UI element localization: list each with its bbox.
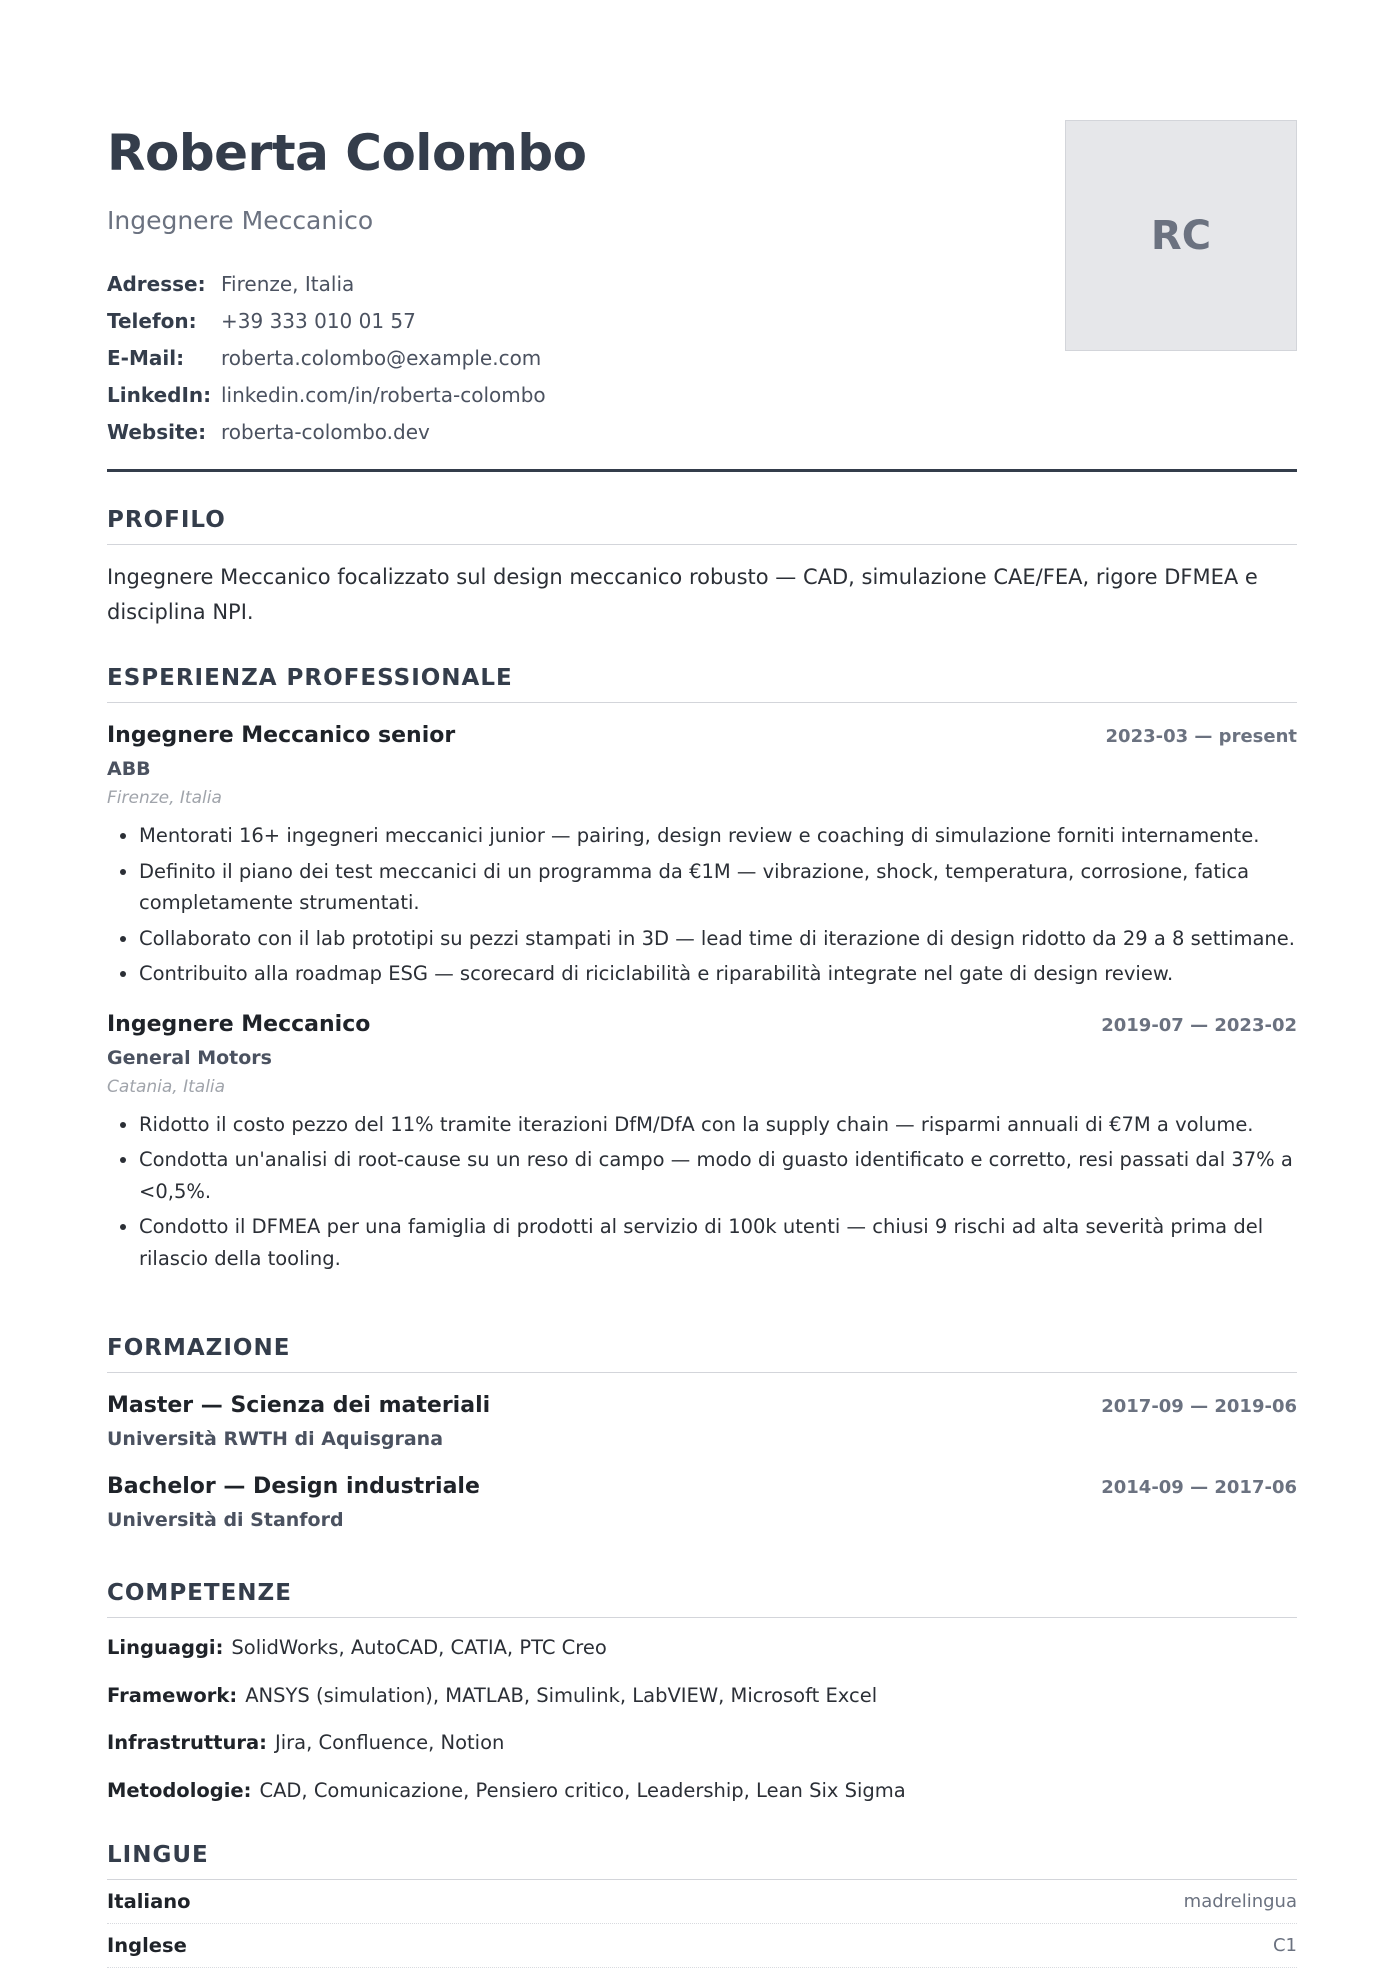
contact-phone — [107, 303, 546, 340]
avatar-placeholder — [1065, 120, 1297, 351]
contact-label: E-Mail: — [107, 345, 185, 370]
job-dates: 2019-07 — 2023-02 — [1101, 1014, 1297, 1036]
profile-text: Ingegnere Meccanico focalizzato sul design meccanico robusto — CAD, simulazione CAE/FEA, rigore DFMEA e disciplina NPI. — [107, 565, 1258, 624]
education-school: Università di Stanford — [107, 1509, 344, 1531]
language-level: C1 — [1272, 1935, 1297, 1956]
job-bullet: • Ridotto il costo pezzo del 11% tramite iterazioni DfM/DfA con la supply chain — risparmi annuali di €7M a volume. — [139, 1109, 1297, 1141]
candidate-title: Ingegnere Meccanico — [107, 206, 374, 235]
language-level: madrelingua — [1183, 1891, 1297, 1912]
profile-section — [107, 509, 1297, 630]
education-section — [107, 1337, 1297, 1531]
skill-label: Framework: — [107, 1683, 238, 1707]
contact-email — [107, 340, 546, 377]
skill-label: Metodologie: — [107, 1778, 252, 1802]
job-header — [107, 723, 1297, 748]
contact-label: LinkedIn: — [107, 382, 212, 407]
job-company: ABB — [107, 758, 151, 780]
skill-value: Jira, Confluence, Notion — [274, 1731, 505, 1754]
contact-value: roberta.colombo@example.com — [221, 345, 542, 370]
job-bullet: • Condotto il DFMEA per una famiglia di prodotti al servizio di 100k utenti — chiusi 9 rischi ad alta severità prima del rilascio della tooling. — [139, 1211, 1297, 1274]
contact-value: +39 333 010 01 57 — [221, 309, 416, 334]
resume-header — [107, 0, 1297, 472]
skill-label: Linguaggi: — [107, 1636, 224, 1659]
job-dates: 2023-03 — present — [1105, 726, 1297, 747]
skill-value: ANSYS (simulation), MATLAB, Simulink, LabVIEW, Microsoft Excel — [245, 1683, 878, 1707]
skills-section — [107, 1582, 1297, 1826]
job-bullet: • Mentorati 16+ ingegneri meccanici junior — pairing, design review e coaching di simulazione forniti internamente. — [139, 820, 1297, 852]
skill-label: Infrastruttura: — [107, 1731, 267, 1754]
job-bullets — [107, 820, 1297, 990]
education-degree: Master — Scienza dei materiali — [107, 1393, 491, 1418]
language-name: Italiano — [107, 1890, 191, 1913]
education-school: Università RWTH di Aquisgrana — [107, 1428, 444, 1450]
education-header — [107, 1393, 1297, 1418]
experience-section — [107, 667, 1297, 1278]
languages-section — [107, 1844, 1297, 1968]
contact-address — [107, 266, 546, 303]
job-header — [107, 1012, 1297, 1037]
candidate-name: Roberta Colombo — [107, 124, 587, 182]
job-title: Ingegnere Meccanico senior — [107, 723, 456, 748]
skill-row — [107, 1779, 1297, 1827]
resume-content — [107, 0, 1297, 1957]
contact-label: Adresse: — [107, 272, 206, 297]
education-entry — [107, 1393, 1297, 1450]
section-heading: COMPETENZE — [107, 1582, 1297, 1618]
education-entry — [107, 1474, 1297, 1531]
contact-value: Firenze, Italia — [221, 272, 355, 297]
job-bullet: • Definito il piano dei test meccanici di un programma da €1M — vibrazione, shock, temperatura, corrosione, fatica completamente strumentati. — [139, 856, 1297, 919]
skill-row — [107, 1731, 1297, 1779]
skill-value: CAD, Comunicazione, Pensiero critico, Leadership, Lean Six Sigma — [259, 1778, 906, 1802]
education-dates: 2014-09 — 2017-06 — [1101, 1477, 1297, 1498]
contact-linkedin — [107, 376, 546, 413]
section-heading: ESPERIENZA PROFESSIONALE — [107, 667, 1297, 703]
education-degree: Bachelor — Design industriale — [107, 1474, 480, 1499]
language-row — [107, 1924, 1297, 1968]
job-title: Ingegnere Meccanico — [107, 1011, 371, 1037]
contact-value: roberta-colombo.dev — [221, 419, 430, 444]
section-heading: LINGUE — [107, 1844, 1297, 1880]
section-heading: PROFILO — [107, 509, 1297, 545]
avatar-initials: RC — [1150, 212, 1212, 259]
job-entry — [107, 723, 1297, 990]
skill-value: SolidWorks, AutoCAD, CATIA, PTC Creo — [231, 1636, 607, 1659]
education-dates: 2017-09 — 2019-06 — [1101, 1396, 1297, 1417]
job-bullet: • Condotta un'analisi di root-cause su un reso di campo — modo di guasto identificato e corretto, resi passati dal 37% a <0,5%. — [139, 1144, 1297, 1207]
contact-value: linkedin.com/in/roberta-colombo — [221, 382, 546, 407]
language-row — [107, 1880, 1297, 1924]
contact-label: Website: — [107, 419, 207, 444]
skill-row — [107, 1636, 1297, 1684]
job-bullets — [107, 1109, 1297, 1275]
contact-website — [107, 413, 546, 450]
job-location: Firenze, Italia — [107, 788, 222, 808]
contact-list — [107, 266, 546, 450]
job-bullet: • Collaborato con il lab prototipi su pezzi stampati in 3D — lead time di iterazione di design ridotto da 29 a 8 settimane. — [139, 923, 1297, 955]
job-location: Catania, Italia — [107, 1076, 226, 1097]
education-header — [107, 1474, 1297, 1499]
job-bullet: • Contribuito alla roadmap ESG — scorecard di riciclabilità e riparabilità integrate nel gate di design review. — [139, 958, 1297, 990]
header-divider — [107, 469, 1297, 472]
language-name: Inglese — [107, 1934, 187, 1957]
section-heading: FORMAZIONE — [107, 1337, 1297, 1373]
skills-list — [107, 1636, 1297, 1826]
job-company: General Motors — [107, 1046, 272, 1069]
skill-row — [107, 1684, 1297, 1732]
job-entry — [107, 1012, 1297, 1275]
contact-label: Telefon: — [107, 309, 197, 334]
